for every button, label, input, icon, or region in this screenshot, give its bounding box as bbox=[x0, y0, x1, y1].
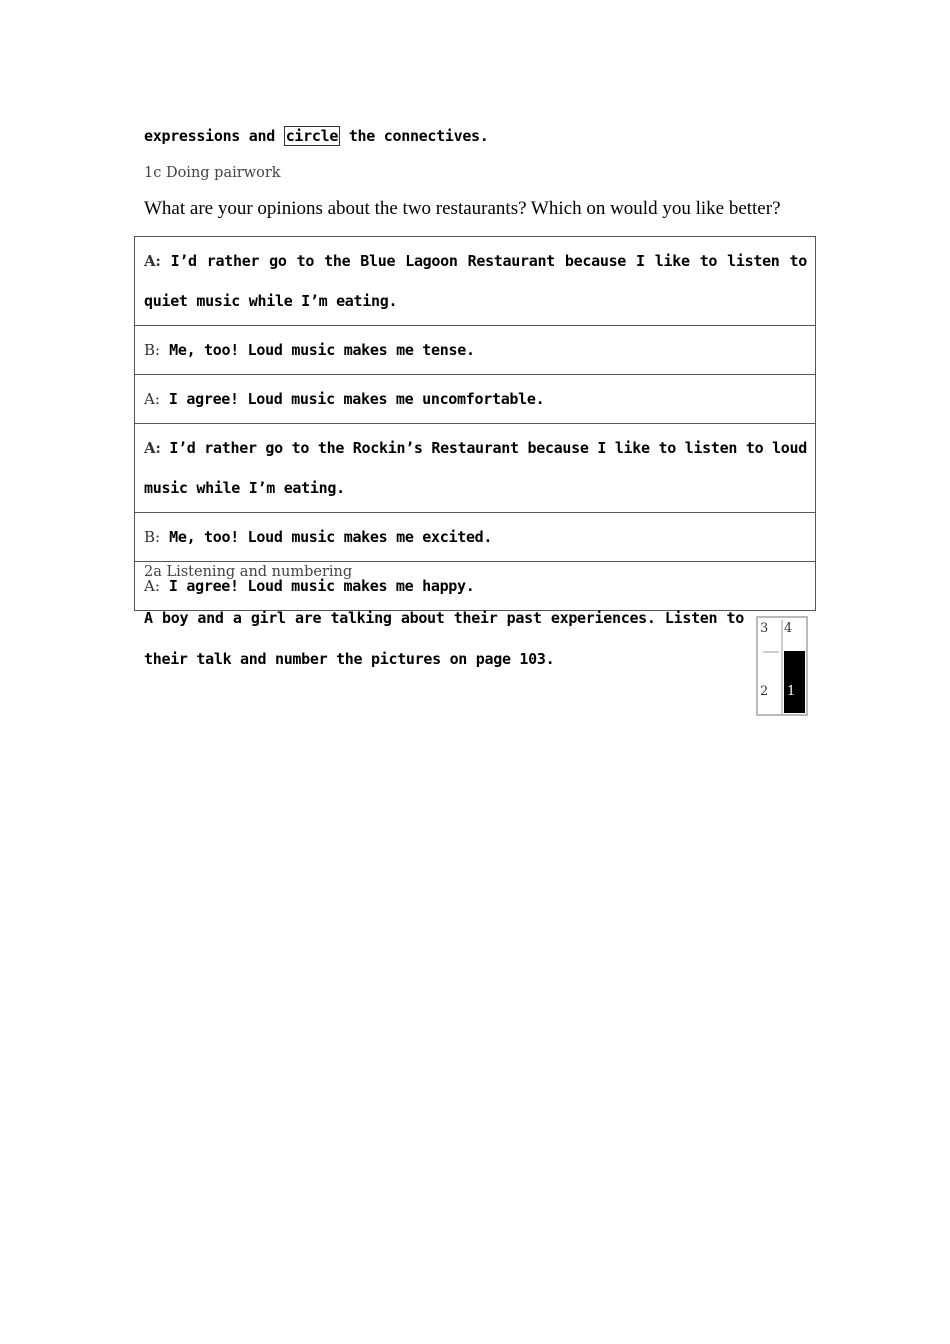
section-2a-heading: 2a Listening and numbering bbox=[144, 564, 353, 580]
dialog-row bbox=[135, 513, 816, 562]
section-1c-question: What are your opinions about the two restaurants? Which on would you like better? bbox=[144, 198, 781, 219]
dialog-speaker: B: bbox=[144, 341, 161, 359]
dialog-speaker: A: bbox=[144, 577, 160, 595]
dialog-speaker: A: bbox=[144, 252, 161, 270]
dialog-row bbox=[135, 375, 816, 424]
dialog-text: I agree! Loud music makes me uncomfortable. bbox=[168, 390, 545, 408]
dialog-text: Me, too! Loud music makes me tense. bbox=[169, 341, 475, 359]
picture-number-grid bbox=[756, 616, 808, 716]
intro-line bbox=[144, 127, 489, 145]
intro-part1: expressions and bbox=[144, 127, 275, 145]
section-2a-instruction-block bbox=[144, 598, 744, 680]
dialog-row bbox=[135, 237, 816, 326]
grid-divider bbox=[763, 651, 779, 653]
dialog-table bbox=[134, 236, 816, 611]
grid-label: 2 bbox=[760, 684, 769, 699]
section-1c-heading: 1c Doing pairwork bbox=[144, 165, 281, 181]
grid-divider bbox=[781, 620, 783, 714]
dialog-text: Me, too! Loud music makes me excited. bbox=[169, 528, 493, 546]
grid-filled-cell bbox=[784, 651, 805, 713]
circle-word: circle bbox=[285, 127, 339, 145]
grid-label: 1 bbox=[787, 684, 796, 699]
dialog-speaker: A: bbox=[144, 439, 161, 457]
dialog-text: I’d rather go to the Blue Lagoon Restaurant because I like to listen to quiet music while I’m eating. bbox=[144, 252, 808, 310]
grid-label: 4 bbox=[784, 621, 793, 636]
dialog-text: I agree! Loud music makes me happy. bbox=[168, 577, 475, 595]
dialog-speaker: B: bbox=[144, 528, 161, 546]
dialog-text: I’d rather go to the Rockin’s Restaurant because I like to listen to loud music while I’m eating. bbox=[144, 439, 807, 497]
dialog-row bbox=[135, 326, 816, 375]
section-2a-instruction: A boy and a girl are talking about their past experiences. Listen to their talk and number the pictures on page 103. bbox=[144, 609, 744, 668]
grid-label: 3 bbox=[760, 621, 769, 636]
intro-part2: the connectives. bbox=[348, 127, 489, 145]
dialog-speaker: A: bbox=[144, 390, 160, 408]
dialog-row bbox=[135, 424, 816, 513]
